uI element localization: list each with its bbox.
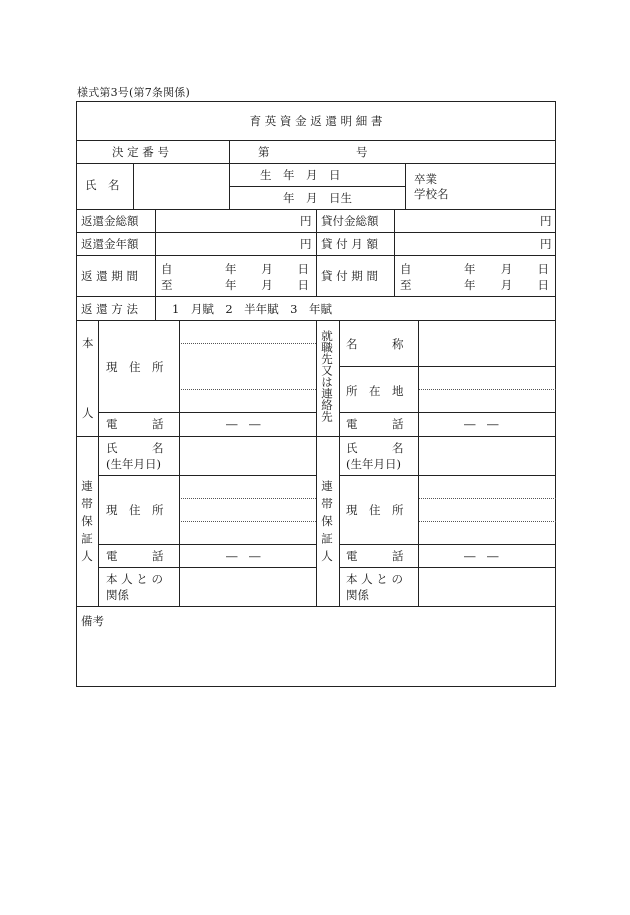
name-label: 氏 名 bbox=[85, 178, 120, 192]
rule bbox=[339, 475, 556, 476]
rule bbox=[98, 544, 316, 545]
guarantor-birthdate-label: (生年月日) bbox=[346, 457, 401, 471]
rule bbox=[76, 163, 556, 164]
loan-total-label: 貸付金総額 bbox=[321, 214, 379, 228]
loan-period-label: 貸 付 期 間 bbox=[321, 269, 378, 283]
year-unit: 年 bbox=[225, 278, 237, 292]
to-label: 至 bbox=[400, 278, 412, 292]
rule bbox=[394, 209, 395, 296]
rule bbox=[405, 163, 406, 209]
rule bbox=[98, 567, 316, 568]
rule bbox=[229, 186, 405, 187]
month-unit: 月 bbox=[261, 262, 273, 276]
dotted-rule bbox=[418, 389, 556, 390]
guarantor-phone-dash: ― ― bbox=[226, 549, 261, 563]
decision-number-label: 決 定 番 号 bbox=[112, 145, 169, 159]
date-units bbox=[225, 262, 309, 276]
loan-monthly-label: 貸 付 月 額 bbox=[321, 237, 378, 251]
repay-annual-label: 返還金年額 bbox=[81, 237, 139, 251]
rule bbox=[316, 320, 317, 606]
guarantor-phone-label: 電 話 bbox=[106, 549, 164, 563]
rule bbox=[229, 140, 230, 209]
guarantor-vertical-label: 連帯保証人 bbox=[320, 480, 334, 568]
repay-period-label: 返 還 期 間 bbox=[81, 269, 138, 283]
principal-phone-dash: ― ― bbox=[226, 417, 261, 431]
repay-method-label: 返 還 方 法 bbox=[81, 302, 138, 316]
rule bbox=[155, 209, 156, 320]
rule bbox=[133, 163, 134, 209]
principal-vertical-2: 人 bbox=[82, 406, 94, 420]
guarantor-name-label: 氏 名 bbox=[106, 441, 164, 455]
yen-unit: 円 bbox=[300, 214, 312, 228]
rule bbox=[316, 209, 317, 296]
rule bbox=[179, 320, 180, 436]
guarantor-address-label: 現 住 所 bbox=[106, 503, 164, 517]
year-unit: 年 bbox=[464, 262, 476, 276]
birth-suffix: 年 月 日生 bbox=[283, 191, 352, 205]
day-unit: 日 bbox=[537, 278, 549, 292]
employer-name-label: 名 称 bbox=[346, 337, 404, 351]
guarantor-relation-label-2: 関係 bbox=[346, 588, 369, 602]
year-unit: 年 bbox=[464, 278, 476, 292]
birth-label: 生 年 月 日 bbox=[260, 168, 341, 182]
rule bbox=[418, 320, 419, 436]
guarantor-address-label: 現 住 所 bbox=[346, 503, 404, 517]
guarantor-vertical-label: 連帯保証人 bbox=[80, 480, 94, 568]
day-unit: 日 bbox=[297, 262, 309, 276]
form-title: 育 英 資 金 返 還 明 細 書 bbox=[249, 114, 383, 128]
rule bbox=[98, 412, 316, 413]
dotted-rule bbox=[418, 521, 556, 522]
decision-number-go: 号 bbox=[356, 145, 368, 159]
rule bbox=[179, 436, 180, 606]
month-unit: 月 bbox=[500, 278, 513, 292]
rule bbox=[339, 544, 556, 545]
dotted-rule bbox=[418, 498, 556, 499]
date-units bbox=[225, 278, 309, 292]
rule bbox=[98, 320, 99, 606]
month-unit: 月 bbox=[261, 278, 273, 292]
guarantor-relation-label: 本 人 と の bbox=[346, 572, 403, 586]
guarantor-phone-label: 電 話 bbox=[346, 549, 404, 563]
rule bbox=[339, 412, 556, 413]
rule bbox=[418, 436, 419, 606]
school-name-label: 学校名 bbox=[414, 187, 449, 201]
guarantor-relation-label-2: 関係 bbox=[106, 588, 129, 602]
guarantor-name-label: 氏 名 bbox=[346, 441, 404, 455]
graduate-label: 卒業 bbox=[414, 172, 437, 186]
guarantor-relation-label: 本 人 と の bbox=[106, 572, 163, 586]
year-unit: 年 bbox=[225, 262, 237, 276]
repay-total-label: 返還金総額 bbox=[81, 214, 139, 228]
to-label: 至 bbox=[161, 278, 173, 292]
month-unit: 月 bbox=[500, 262, 513, 276]
dotted-rule bbox=[179, 521, 316, 522]
rule bbox=[76, 296, 556, 297]
day-unit: 日 bbox=[297, 278, 309, 292]
employer-location-label: 所 在 地 bbox=[346, 384, 404, 398]
guarantor-birthdate-label: (生年月日) bbox=[106, 457, 161, 471]
rule bbox=[339, 366, 556, 367]
date-units bbox=[464, 262, 549, 276]
dotted-rule bbox=[179, 343, 316, 344]
yen-unit: 円 bbox=[540, 214, 552, 228]
date-units bbox=[464, 278, 549, 292]
rule bbox=[76, 140, 556, 141]
rule bbox=[98, 475, 316, 476]
yen-unit: 円 bbox=[540, 237, 552, 251]
employer-phone-dash: ― ― bbox=[464, 417, 499, 431]
from-label: 自 bbox=[161, 262, 173, 276]
remarks-label: 備考 bbox=[81, 614, 104, 628]
principal-vertical-1: 本 bbox=[82, 336, 94, 350]
rule bbox=[76, 606, 556, 607]
dotted-rule bbox=[179, 498, 316, 499]
employer-vertical-label: 就職先又は連絡先 bbox=[320, 330, 334, 422]
day-unit: 日 bbox=[537, 262, 549, 276]
guarantor-phone-dash: ― ― bbox=[464, 549, 499, 563]
principal-address-label: 現 住 所 bbox=[106, 360, 164, 374]
employer-phone-label: 電 話 bbox=[346, 417, 404, 431]
principal-phone-label: 電 話 bbox=[106, 417, 164, 431]
rule bbox=[339, 567, 556, 568]
decision-number-dai: 第 bbox=[258, 145, 270, 159]
from-label: 自 bbox=[400, 262, 412, 276]
dotted-rule bbox=[179, 389, 316, 390]
repay-method-options: 1 月賦 2 半年賦 3 年賦 bbox=[172, 302, 332, 316]
rule bbox=[339, 320, 340, 606]
form-number-label: 様式第3号(第7条関係) bbox=[77, 86, 190, 99]
yen-unit: 円 bbox=[300, 237, 312, 251]
